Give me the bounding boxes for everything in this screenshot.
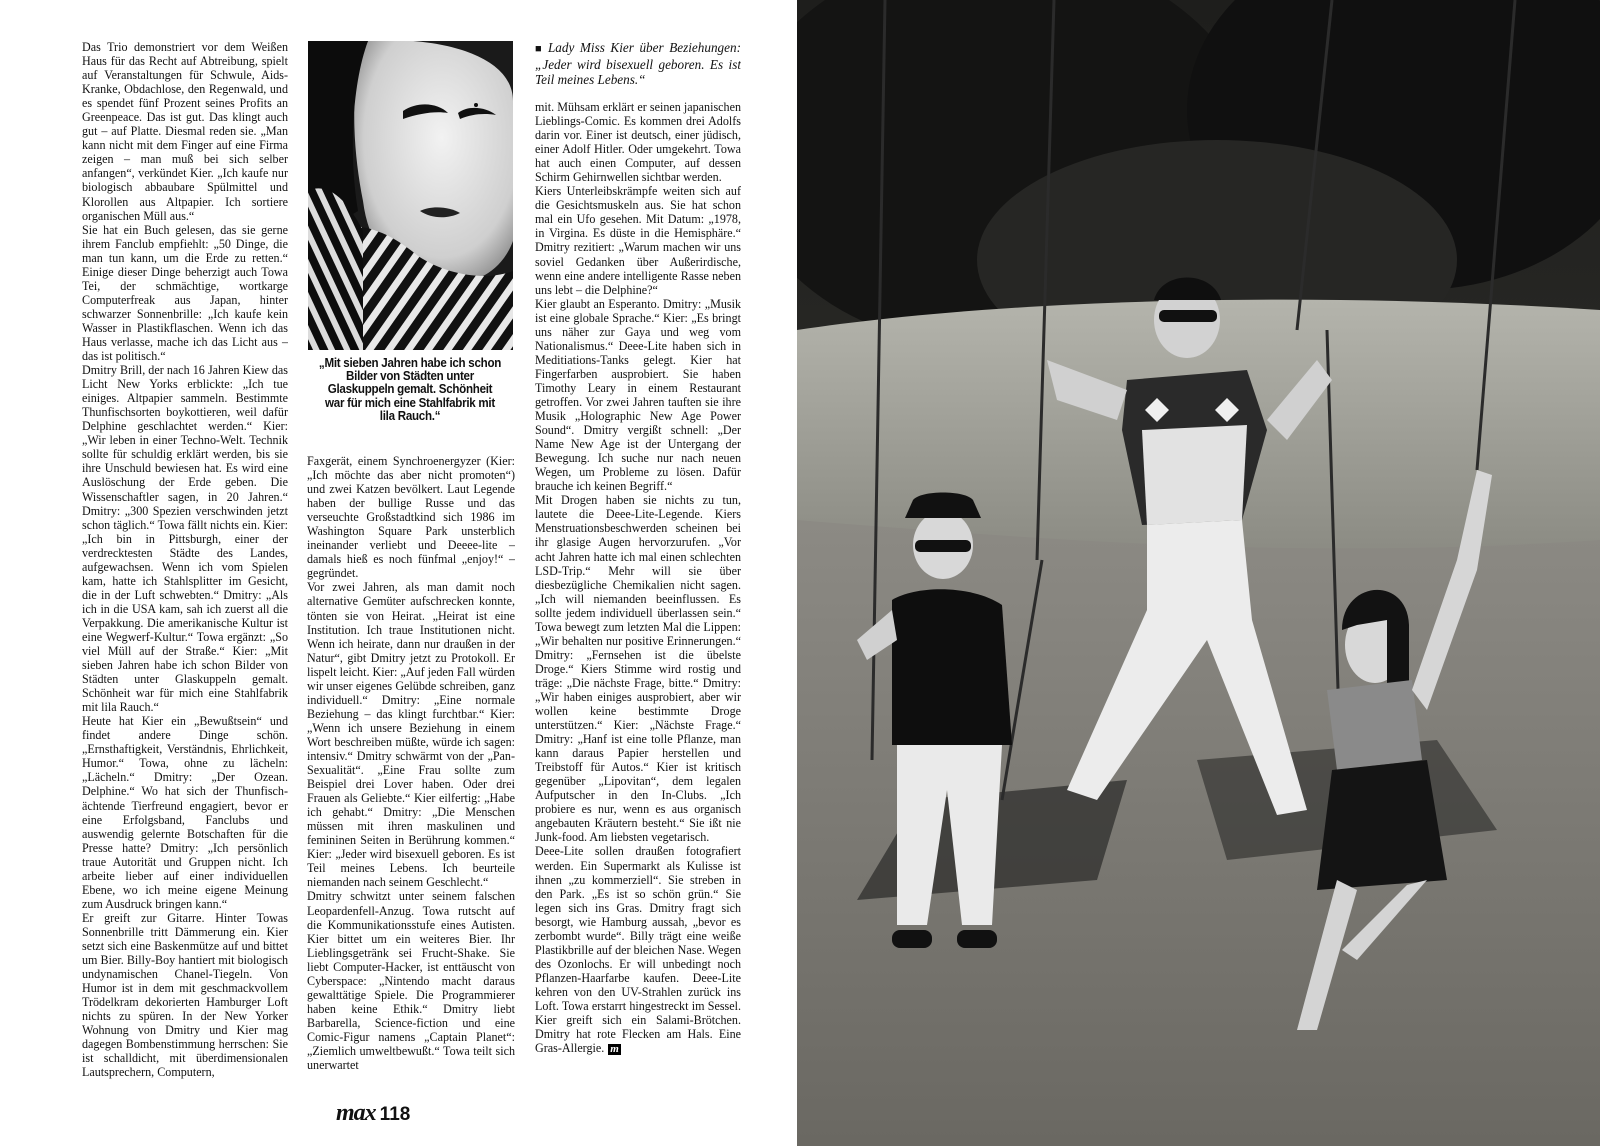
- paragraph: Kier glaubt an Esperanto. Dmitry: „Musik ist eine globale Sprache.“ Kier: „Es bringt uns näher zur Gaya und weg vom Nationalismus.“ Deee-Lite haben sich in Meditiations-Tanks gelegt. Kier hat Fingerfarben ausprobiert. Sie haben Timothy Leary in einem Restaurant getroffen. Vor zwei Jahren tauften sie ihre Musik „Holographic New Age Power Sound“. Dmitry vergißt schnell: „Der Name New Age ist der Untergang der Bewegung. Ich suche nur nach neuen Wegen, um Probleme zu lösen. Dafür brauche ich keinen Begriff.“: [535, 296, 741, 494]
- band-swing-photo: [797, 0, 1600, 1146]
- paragraph: Sie hat ein Buch gelesen, das sie gerne ihrem Fanclub empfiehlt: „50 Dinge, die man tun kann, um die Erde zu retten.“ Einige dieser Dinge beherzigt auch Towa Tei, der schmächtige, wortkarge Computerfreak aus Japan, hinter schwarzer Sonnenbrille: „Ich kaufe kein Wasser in Plastikflaschen. Wenn ich das Haus verlasse, mache ich das Licht aus – das ist politisch.“: [82, 222, 288, 364]
- paragraph: Dmitry Brill, der nach 16 Jahren Kiew das Licht New Yorks erblickte: „Ich tue einiges. Altpapier sammeln. Bestimmte Thunfischsorten boykottieren, weil dafür Delphine geschlachtet werden.“ Kier: „Wir leben in einer Techno-Welt. Technik sollte für schuldig erklärt werden, bis sie ihre Unschuld bewiesen hat. Es wird eine Auslöschung der Erde geben. Die Wissenschaftler sagen, in 20 Jahren.“ Dmitry: „300 Spezien verschwinden jetzt schon täglich.“ Towa fällt nichts ein. Kier: „Ich bin in Pittsburgh, einer der verdrecktesten Städte des Landes, aufgewachsen. Wenn ich vom Spielen kam, hatte ich Stahlsplitter im Gesicht, die in der Luft schwebten.“ Dmitry: „Als ich in die USA kam, sah ich zuerst all die Verpakkung. Die amerikanische Kultur ist eine Wegwerf-Kultur.“ Towa ergänzt: „So viel Müll auf der Straße.“ Kier: „Mit sieben Jahren habe ich schon Bilder von Städten unter Glaskuppeln gemalt. Schönheit war für mich eine Stahlfabrik mit lila Rauch.“: [82, 363, 288, 715]
- text-column-1: [82, 40, 288, 1120]
- paragraph: Dmitry schwitzt unter seinem falschen Leopardenfell-Anzug. Towa rutscht auf die Kommunikationsstufe eines Autisten. Kier bittet um ein weiteres Bier. Ihr Lieblingsgetränk sei Frucht-Shake. Sie liebt Computer-Hacker, ist enttäuscht von Cyberspace: „Nintendo macht daraus gewalttätige Spiele. Die Programmierer haben keine Ethik.“ Dmitry liebt Barbarella, Science-fiction und eine Comic-Figur namens „Captain Planet“: „Ziemlich umweltbewußt.“ Towa teilt sich unerwartet: [307, 889, 515, 1073]
- paragraph: Vor zwei Jahren, als man damit noch alternative Gemüter aufschrecken konnte, tönten sie von Heirat. „Heirat ist eine Institution. Ich traue Institutionen nicht. Wenn ich heirate, dann nur draußen in der Natur“, gibt Dmitry jetzt zu Protokoll. Er lispelt leicht. Kier: „Auf jeden Fall würden wir unser eigenes Gelübde schreiben, ganz individuell.“ Dmitry: „Eine normale Beziehung – das klingt furchtbar.“ Kier: „Wenn ich unsere Beziehung in einem Wort beschreiben müßte, würde ich sagen: intensiv.“ Dmitry schwärmt von der „Pan-Sexualität“. „Eine Frau sollte zum Beispiel drei Lover haben. Oder drei Frauen als Geliebte.“ Kier eilfertig: „Habe ich gehabt.“ Dmitry: „Die Menschen müssen mit ihren maskulinen und femininen Seiten in Berührung kommen.“ Kier: „Jeder wird bisexuell geboren. Es ist Teil meines Lebens. Ich beurteile niemanden nach seinem Geschlecht.“: [307, 580, 515, 890]
- paragraph: Faxgerät, einem Synchroenergyzer (Kier: „Ich möchte das aber nicht promoten“) und zwei Katzen bevölkert. Laut Legende haben der bullige Russe und das verseuchte Großstadtkind sich 1986 im Washington Square Park unsterblich ineinander verliebt und Deeee-lite – damals hieß es noch fünfmal „enjoy!“ – gegründet.: [307, 454, 515, 581]
- page-number: 118: [379, 1104, 411, 1125]
- paragraph: Er greift zur Gitarre. Hinter Towas Sonnenbrille tritt Dämmerung ein. Kier setzt sich eine Baskenmütze auf und bittet um Bier. Billy-Boy hantiert mit biologisch undynamischen Chanel-Tiegeln. Von Humor ist in dem mit geschmackvollem Trödelkram dekorierten Hamburger Loft nichts zu spüren. In der New Yorker Wohnung von Dmitry und Kier mag dagegen Bombenstimmung herrschen: Sie ist schalldicht, mit überdimensionalen Lautsprechern, Computern,: [82, 910, 288, 1080]
- left-page: [0, 0, 796, 1146]
- text-column-2: [307, 454, 515, 1104]
- pull-quote: „Mit sieben Jahren habe ich schon Bilder von Städten unter Glaskuppeln gemalt. Schönheit war für mich eine Stahlfabrik mit lila Rauch.“: [318, 356, 502, 423]
- paragraph-text: Deee-Lite sollen draußen fotografiert werden. Ein Supermarkt als Kulisse ist ihnen „zu kommerziell“. Sie streben in den Park. „Es ist so schön grün.“ Sie legen sich ins Gras. Dmitry fragt sich besorgt, wie Hamburg aussah, „bevor es zerbombt wurde“. Billy trägt eine weiße Plastikbrille auf der bleichen Nase. Wegen des Ozonlochs. Er will unbedingt noch Pflanzen-Haarfarbe kaufen. Deee-Lite kehren von den UV-Strahlen zurück ins Loft. Towa erstarrt hingestreckt im Sessel. Kier greift sich ein Salami-Brötchen. Dmitry hat rote Flecken am Hals. Eine Gras-Allergie.: [535, 844, 741, 1056]
- end-mark-icon: m: [610, 1043, 619, 1056]
- paragraph: Heute hat Kier ein „Bewußtsein“ und findet andere Dinge schön. „Ernsthaftigkeit, Verständnis, Ehrlichkeit, Humor.“ Towa, ohne zu lächeln: „Lächeln.“ Dmitry: „Der Ozean. Delphine.“ Wo hat sich der Thunfisch-ächtende Tierfreund engagiert, bevor er eine Erfolgsband, Fanclubs und auswendig gelernte Botschaften für die Presse hatte? Dmitry: „Ich persönlich traue Autorität und Gruppen nicht. Ich arbeite lieber auf einer individuellen Ebene, wo ich meine eigene Meinung zum Ausdruck bringen kann.“: [82, 714, 288, 911]
- lead-quote: [535, 40, 741, 87]
- portrait-photo: [308, 41, 513, 350]
- portrait-image: [308, 41, 513, 350]
- text-column-3: [535, 40, 741, 1090]
- lead-quote-text: Lady Miss Kier über Beziehungen: „Jeder wird bisexuell geboren. Es ist Teil meines Lebens.“: [535, 40, 741, 87]
- square-bullet-icon: ■: [535, 43, 544, 55]
- swing-photo-image: [797, 0, 1600, 1146]
- page-folio: [336, 1100, 410, 1127]
- magazine-logo: max: [336, 1100, 376, 1126]
- paragraph: Mit Drogen haben sie nichts zu tun, lautete die Deee-Lite-Legende. Kiers Menstruationsbeschwerden scheinen bei ihr glasige Augen hervorzurufen. „Vor acht Jahren hatte ich mal einen schlechten LSD-Trip.“ Mehr will sie über diesbezügliche Chemikalien nicht sagen. „Ich will niemanden beeinflussen. Es sollte jedem individuell überlassen sein.“ Towa bewegt zum letzten Mal die Lippen: „Wir behalten nur positive Erinnerungen.“ Dmitry: „Fernsehen ist die übelste Droge.“ Kiers Stimme wird rostig und träge: „Die nächste Frage, bitte.“ Dmitry: „Wir haben einiges ausprobiert, aber wir wollen keine bestimmte Droge unterstützen.“ Kier: „Nächste Frage.“ Dmitry: „Hanf ist eine tolle Pflanze, man kann daraus Papier herstellen und Treibstoff für Autos.“ Kier ist kritisch gegenüber „Lipovitan“, dem legalen Aufputscher in den In-Clubs. „Ich probiere es nur, wenn es aus organisch angebauten Kräutern besteht.“ Sie ißt nie Junk-food. Am liebsten vegetarisch.: [535, 493, 741, 845]
- paragraph: [535, 844, 741, 1055]
- paragraph: Das Trio demonstriert vor dem Weißen Haus für das Recht auf Abtreibung, spielt auf Veranstaltungen für Schwule, Aids-Kranke, Obdachlose, den Regenwald, und es spendet fünf Prozent seines Profits an Greenpeace. Das ist gut. Das klingt auch gut – auf Platte. Diesmal reden sie. „Man kann nicht mit dem Finger auf eine Firma zeigen – man muß bei sich selber anfangen“, verkündet Kier. „Ich kaufe nur biologisch abbaubare Spülmittel und Klorollen aus Altpapier. Ich sortiere organischen Müll aus.“: [82, 40, 288, 223]
- paragraph: Kiers Unterleibskrämpfe weiten sich auf die Gesichtsmuskeln aus. Sie hat schon mal ein Ufo gesehen. Mit Datum: „1978, in Virgina. Es düste in die Hemisphäre.“ Dmitry rezitiert: „Warum machen wir uns soviel Gedanken über Außerirdische, wenn eine andere intelligente Rasse neben uns lebt – die Delphine?“: [535, 184, 741, 297]
- paragraph: mit. Mühsam erklärt er seinen japanischen Lieblings-Comic. Es kommen drei Adolfs darin vor. Einer ist deutsch, einer jüdisch, einer Adolf Hitler. Oder umgekehrt. Towa hat auch einen Computer, auf dessen Schirm Gehirnwellen sichtbar werden.: [535, 100, 741, 185]
